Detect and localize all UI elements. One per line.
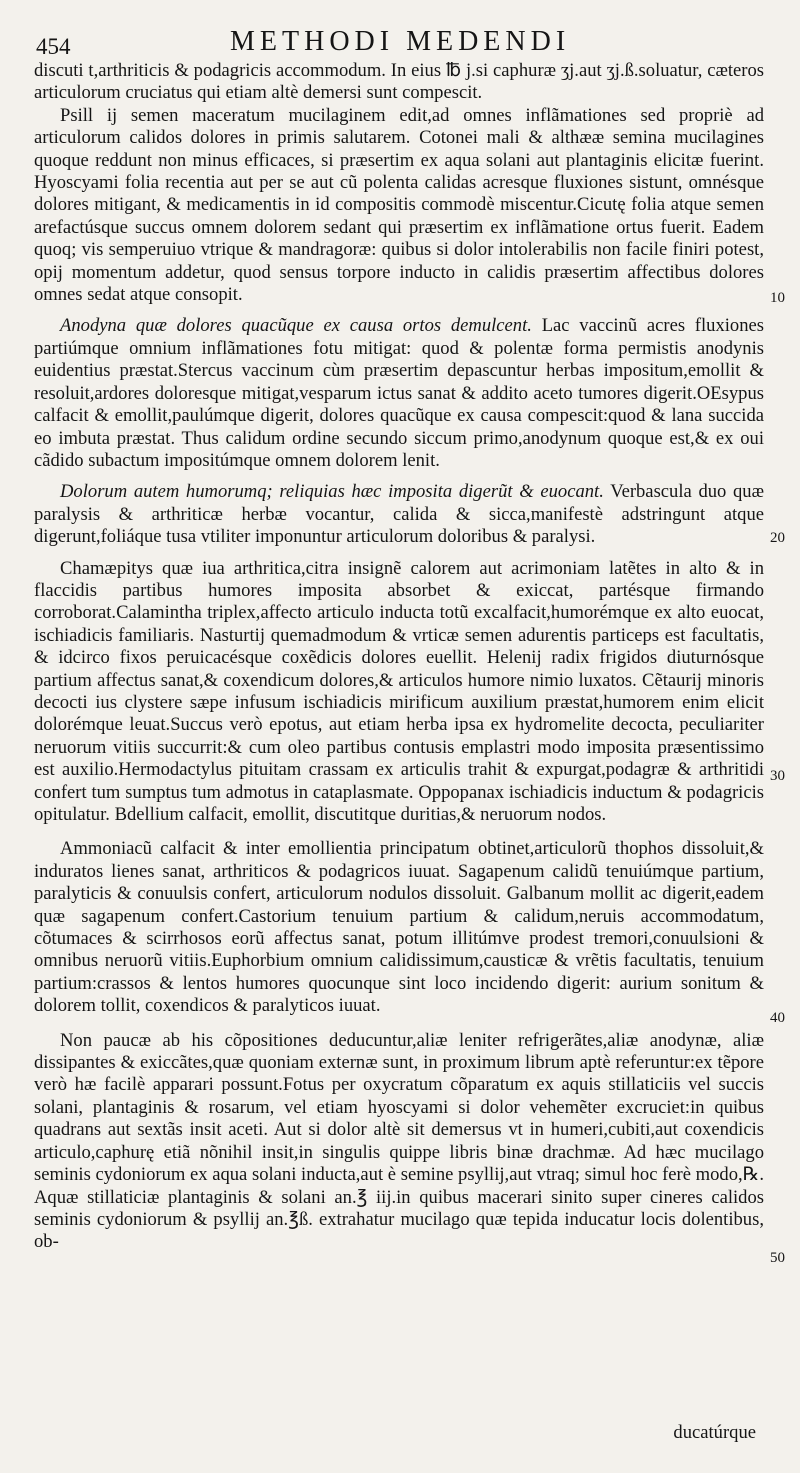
paragraph-3: Lac vaccinũ acres fluxiones partiúmque omnium inflãmationes fotu mitigat: quod & polentæ forma permistis anodynis euidentius præstat.Stercus vaccinum cùm præsertim depascuntur herbas impositum,emollit & resoluit,ardores doloresque mitigat,vesparum ictus sanat & addito aceto tumores digerit.OEsypus calfacit & emollit,paulúmque digerit, dolores quacũque ex causa compescit:quod & lana succida eo imbuta præstat. Thus calidum ordine secundo siccum primo,anodynum quoque est,& ex oui cãdido subactum impositúmque omnem dolorem lenit. bbox=[34, 315, 765, 471]
page-number: 454 bbox=[36, 34, 71, 59]
catchword: ducatúrque bbox=[673, 1422, 756, 1443]
paragraph-2: Psill ij semen maceratum mucilaginem edit,ad omnes inflãmationes sed propriè ad articulorum calidos dolores in primis salutarem. Cotonei mali & althææ semina mucilagines quoque reddunt non minus efficaces, si præsertim ex aqua solani aut plantaginis elicitæ fuerint. Hyoscyami folia recentia aut per se aut cũ polenta calidas acresque fluxiones sistunt, omnésque dolores mitigant, & medicamentis in id compositis commodè miscentur.Cicutę folia atque semen arefactúsque succus omnem dolorem sedant qui præsertim ex inflãmatione ortus fuerit. Eadem quoq; vis semperuiuo vtrique & mandragoræ: quibus si dolor intolerabilis non facile finiri potest, opij momentum addetur, quod sensus torpore inducto in calidis præsertim affectibus dolores omnes sedat atque consopit. bbox=[34, 104, 764, 306]
paragraph-6: Ammoniacũ calfacit & inter emollientia principatum obtinet,articulorũ thophos dissoluit,& induratos lienes sanat, arthriticos & podagricos iuuat. Sagapenum calidũ tenuiúmque partium, paralyticis & conuulsis confert, articulorum nodulos dissoluit. Galbanum mollit ac digerit,eadem quæ sagapenum confert.Castorium tenuium partium & calidum,neruis accommodatum, cõtumaces & scirrhosos eorũ affectus sanat, potum illitúmve prodest tremori,conuulsioni & omnibus neruorũ vitiis.Euphorbium omnium calidissimum,causticæ & vrẽtis facultatis, tenuium partium:crassos & lentos humores quocunque sint loco incidendo digerit: aurium sonitum & dolorem tollit, coxendicos & paralyticos iuuat. bbox=[34, 838, 764, 1017]
text-body bbox=[34, 60, 764, 1254]
line-number-30: 30 bbox=[770, 768, 785, 784]
sidenote-anodyna: Anodyna quæ dolores quacũque ex causa ortos demulcent. bbox=[60, 315, 532, 337]
line-number-50: 50 bbox=[770, 1250, 785, 1266]
paragraph-1: discuti t,arthriticis & podagricis accommodum. In eius ℔ j.si caphuræ ʒj.aut ʒj.ß.soluatur, cæteros articulorum cruciatus qui etiam altè demersi sunt compescit. bbox=[34, 60, 764, 104]
line-number-40: 40 bbox=[770, 1010, 785, 1026]
sidenote-dolorum: Dolorum autem humorumq; reliquias hæc imposita digerũt & euocant. bbox=[60, 481, 604, 503]
running-title: METHODI MEDENDI bbox=[230, 26, 571, 57]
paragraph-4: Verbascula duo quæ paralysis & arthriticæ herbæ vocantur, calida & sicca,manifestè adstringunt atque digerunt,foliáque tusa vtiliter imponuntur articulorum doloribus & paralysi. bbox=[34, 481, 765, 548]
paragraph-5: Chamæpitys quæ iua arthritica,citra insignẽ calorem aut acrimoniam latẽtes in alto & in flaccidis partibus humores imposita absorbet & exiccat, partésque firmando corroborat.Calamintha triplex,affecto articulo inducta totũ excalfacit,humorémque ex alto euocat, ischiadicis familiaris. Nasturtij quemadmodum & vrticæ semen adurentis particeps est facultatis, & idcirco fixos peruicacésque coxẽdicis dolores euellit. Helenij radix frigidos diuturnósque partium affectus sanat,& coxendicum dolores,& articulos humore nimio luxatos. Cẽtaurij minoris decocti ius clystere sæpe infusum ischiadicis mirificum auxilium præstat,humorem enim elicit dolorémque leuat.Succus verò epotus, aut etiam herba ipsa ex hydromelite decocta, peculiariter neruorum vitiis succurrit:& cum oleo partibus contusis emplastri modo imposita præsentissimo est auxilio.Hermodactylus pituitam crassam ex articulis trahit & expurgat,podagræ & arthritidi confert tum sumptus tum admotus in cataplasmate. Oppopanax ischiadicis inductum & podagricis opitulatur. Bdellium calfacit, emollit, discutitque duritias,& neruorum nodos. bbox=[34, 557, 764, 825]
line-number-20: 20 bbox=[770, 530, 785, 546]
paragraph-7: Non paucæ ab his cõpositiones deducuntur,aliæ leniter refrigerãtes,aliæ anodynæ, aliæ dissipantes & exiccãtes,quæ quoniam externæ sunt, in proximum librum aptè referuntur:ex tẽpore verò hæ facilè apparari possunt.Fotus per oxycratum cõparatum ex aquis stillaticiis vel succis solani, plantaginis & rosarum, vel etiam hyoscyami si dolor vehemẽter excruciet:in quibus quadrans aut sextãs insit aceti. Aut si dolor altè sit demersus vt in humeri,cubiti,aut coxendicis articulo,caphurę etiã nõnihil insit,in singulis quippe libris binæ drachmæ. Ad hæc mucilago seminis cydoniorum ex aqua solani inducta,aut è semine psyllij,aut vtraq; simul hoc ferè modo,℞. Aquæ stillaticiæ plantaginis & solani an.℥ iij.in quibus macerari sinito super cineres calidos seminis cydoniorum & psyllij an.℥ß. extrahatur mucilago quæ tepida inducatur locis dolentibus, ob- bbox=[34, 1029, 764, 1253]
line-number-10: 10 bbox=[770, 290, 785, 306]
